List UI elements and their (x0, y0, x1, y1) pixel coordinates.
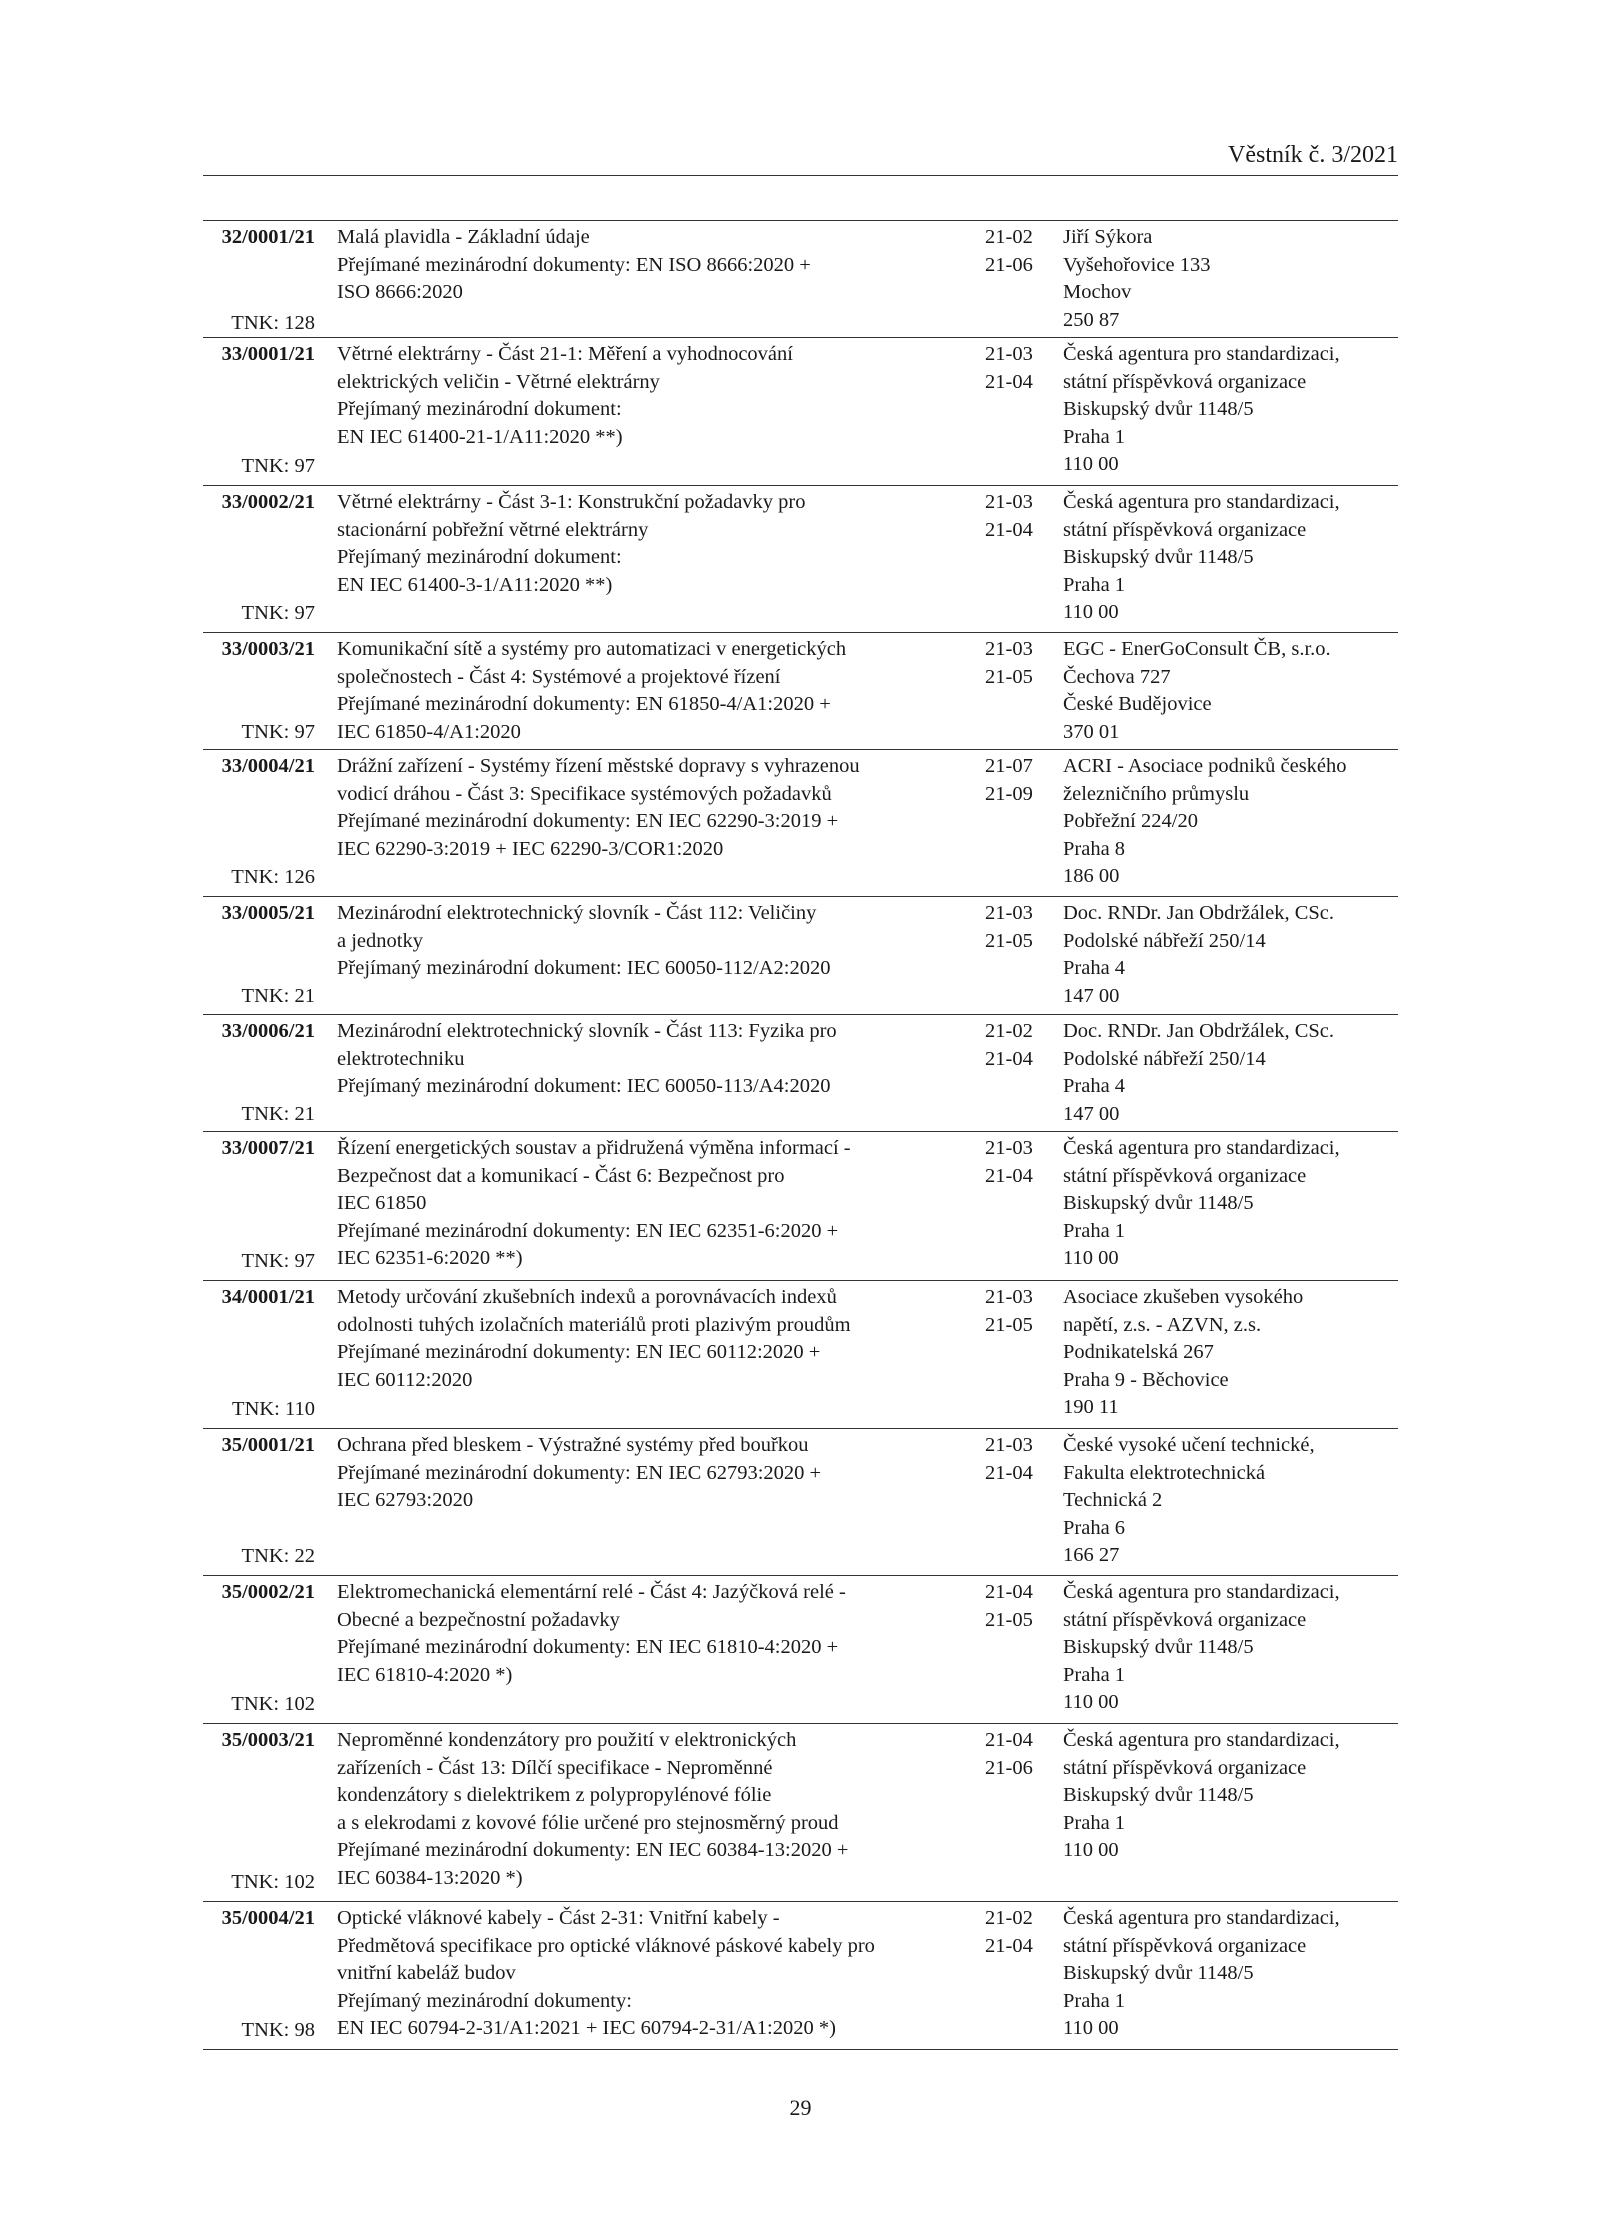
description-line: Elektromechanická elementární relé - Část 4: Jazýčková relé - (337, 1581, 846, 1603)
entries-table (203, 221, 1398, 2050)
date-line: 21-03 (985, 1434, 1033, 1456)
address-line: Praha 1 (1063, 1989, 1126, 2012)
entry-tnk: TNK: 22 (241, 1544, 315, 1567)
description-line: Přejímané mezinárodní dokumenty: EN IEC 62793:2020 + (337, 1461, 822, 1484)
description-line: Přejímané mezinárodní dokumenty: EN IEC 61810-4:2020 + (337, 1636, 839, 1658)
date-line: 21-03 (985, 1137, 1033, 1159)
description-line: EN IEC 61400-21-1/A11:2020 **) (337, 425, 623, 448)
description-line: Větrné elektrárny - Část 3-1: Konstrukční požadavky pro (337, 491, 806, 513)
description-line: IEC 61810-4:2020 *) (337, 1663, 513, 1686)
address-line: Asociace zkušeben vysokého (1063, 1286, 1304, 1308)
entry-id-cell (203, 1905, 326, 2044)
description-line: a s elekrodami z kovové fólie určené pro stejnosměrný proud (337, 1811, 839, 1834)
entry-description (326, 636, 981, 746)
entry-row (203, 338, 1398, 486)
entry-row (203, 1132, 1398, 1281)
address-line: státní příspěvková organizace (1063, 1608, 1307, 1631)
entry-description (326, 341, 981, 480)
address-line: Česká agentura pro standardizaci, (1063, 343, 1340, 365)
address-line: Praha 4 (1063, 957, 1126, 979)
entry-id-cell (203, 1135, 326, 1275)
address-line: Praha 1 (1063, 1811, 1126, 1834)
page-number: 29 (789, 2095, 812, 2120)
address-line: Praha 4 (1063, 1075, 1126, 1097)
address-line: Pobřežní 224/20 (1063, 810, 1198, 832)
address-line: Praha 6 (1063, 1516, 1126, 1539)
date-line: 21-04 (985, 1047, 1033, 1070)
address-line: 186 00 (1063, 865, 1120, 887)
address-line: Česká agentura pro standardizaci, (1063, 1907, 1340, 1929)
description-line: Přejímané mezinárodní dokumenty: EN IEC 62351-6:2020 + (337, 1219, 839, 1242)
description-line: Přejímaný mezinárodní dokument: (337, 398, 622, 420)
address-line: 190 11 (1063, 1396, 1119, 1418)
header-divider (203, 175, 1398, 176)
address-line: 147 00 (1063, 984, 1120, 1007)
entry-number: 33/0005/21 (221, 902, 315, 924)
entry-tnk: TNK: 97 (241, 454, 315, 477)
entry-number: 33/0002/21 (221, 491, 315, 513)
address-line: státní příspěvková organizace (1063, 1164, 1307, 1187)
entry-description (326, 1135, 981, 1275)
address-line: 110 00 (1063, 1691, 1119, 1713)
entry-id-cell (203, 1579, 326, 1718)
description-line: Optické vláknové kabely - Část 2-31: Vnitřní kabely - (337, 1907, 780, 1929)
date-line: 21-03 (985, 638, 1033, 660)
description-line: Mezinárodní elektrotechnický slovník - Část 112: Veličiny (337, 902, 817, 924)
description-line: Přejímaný mezinárodní dokument: IEC 60050-112/A2:2020 (337, 957, 831, 979)
description-line: Přejímané mezinárodní dokumenty: EN IEC 60384-13:2020 + (337, 1839, 849, 1861)
address-line: 250 87 (1063, 308, 1120, 331)
description-line: Přejímaný mezinárodní dokument: IEC 60050-113/A4:2020 (337, 1075, 831, 1097)
entry-number: 33/0003/21 (221, 638, 315, 660)
address-line: Česká agentura pro standardizaci, (1063, 491, 1340, 513)
date-line: 21-02 (985, 1907, 1033, 1929)
entry-number: 35/0002/21 (221, 1581, 315, 1603)
address-line: Doc. RNDr. Jan Obdržálek, CSc. (1063, 902, 1335, 924)
address-line: Podolské nábřeží 250/14 (1063, 1047, 1266, 1070)
address-line: České vysoké učení technické, (1063, 1434, 1315, 1456)
entry-description (326, 900, 981, 1010)
date-line: 21-04 (985, 1581, 1033, 1603)
entry-id-cell (203, 224, 326, 334)
address-line: Technická 2 (1063, 1489, 1163, 1511)
entry-row (203, 1724, 1398, 1902)
entry-id-cell (203, 753, 326, 891)
entry-tnk: TNK: 126 (231, 865, 315, 888)
entry-address (1063, 489, 1398, 627)
description-line: Obecné a bezpečnostní požadavky (337, 1608, 620, 1631)
entry-address (1063, 1579, 1398, 1718)
address-line: Fakulta elektrotechnická (1063, 1461, 1266, 1484)
entry-dates (981, 1432, 1063, 1570)
entry-tnk: TNK: 110 (232, 1397, 315, 1420)
address-line: Biskupský dvůr 1148/5 (1063, 398, 1254, 420)
description-line: Bezpečnost dat a komunikací - Část 6: Bezpečnost pro (337, 1164, 785, 1187)
entry-dates (981, 1727, 1063, 1896)
entry-tnk: TNK: 102 (231, 1692, 315, 1715)
entry-row (203, 1902, 1398, 2050)
description-line: Metody určování zkušebních indexů a porovnávacích indexů (337, 1286, 837, 1308)
date-line: 21-09 (985, 782, 1033, 805)
description-line: Řízení energetických soustav a přidružená výměna informací - (337, 1137, 851, 1159)
entry-description (326, 1905, 981, 2044)
entry-row (203, 486, 1398, 633)
description-line: EN IEC 61400-3-1/A11:2020 **) (337, 573, 613, 596)
date-line: 21-04 (985, 370, 1033, 393)
entry-tnk: TNK: 21 (241, 1102, 315, 1125)
date-line: 21-03 (985, 902, 1033, 924)
entry-description (326, 1432, 981, 1570)
entry-tnk: TNK: 98 (241, 2018, 315, 2041)
date-line: 21-04 (985, 1934, 1033, 1957)
description-line: Neproměnné kondenzátory pro použití v elektronických (337, 1729, 797, 1751)
entry-description (326, 1018, 981, 1128)
entry-dates (981, 1905, 1063, 2044)
entry-number: 35/0003/21 (221, 1729, 315, 1751)
date-line: 21-03 (985, 491, 1033, 513)
date-line: 21-05 (985, 665, 1033, 688)
entry-id-cell (203, 489, 326, 627)
description-line: IEC 62290-3:2019 + IEC 62290-3/COR1:2020 (337, 837, 724, 860)
address-line: Praha 1 (1063, 1219, 1126, 1242)
address-line: Česká agentura pro standardizaci, (1063, 1137, 1340, 1159)
entry-description (326, 489, 981, 627)
address-line: 110 00 (1063, 601, 1119, 623)
address-line: Podolské nábřeží 250/14 (1063, 929, 1266, 952)
entry-address (1063, 1135, 1398, 1275)
date-line: 21-04 (985, 1461, 1033, 1484)
description-line: Přejímané mezinárodní dokumenty: EN IEC 62290-3:2019 + (337, 810, 839, 832)
entry-description (326, 224, 981, 334)
entry-dates (981, 1018, 1063, 1128)
address-line: Podnikatelská 267 (1063, 1341, 1214, 1363)
description-line: EN IEC 60794-2-31/A1:2021 + IEC 60794-2-31/A1:2020 *) (337, 2017, 836, 2039)
address-line: napětí, z.s. - AZVN, z.s. (1063, 1313, 1262, 1336)
entry-tnk: TNK: 102 (231, 1870, 315, 1893)
entry-id-cell (203, 1432, 326, 1570)
entry-number: 35/0004/21 (221, 1907, 315, 1929)
entry-dates (981, 1284, 1063, 1423)
entry-description (326, 1284, 981, 1423)
description-line: IEC 61850 (337, 1192, 427, 1214)
entry-tnk: TNK: 97 (241, 601, 315, 624)
entry-id-cell (203, 636, 326, 746)
entry-id-cell (203, 900, 326, 1010)
entry-id-cell (203, 1018, 326, 1128)
address-line: 110 00 (1063, 453, 1119, 475)
address-line: Čechova 727 (1063, 665, 1171, 688)
entry-number: 33/0004/21 (221, 755, 315, 777)
address-line: Biskupský dvůr 1148/5 (1063, 1962, 1254, 1984)
address-line: Praha 8 (1063, 837, 1126, 860)
entry-address (1063, 1284, 1398, 1423)
entry-dates (981, 1135, 1063, 1275)
date-line: 21-06 (985, 253, 1033, 276)
description-line: Předmětová specifikace pro optické vláknové páskové kabely pro (337, 1934, 875, 1957)
description-line: IEC 62793:2020 (337, 1489, 474, 1511)
entry-row (203, 1429, 1398, 1576)
description-line: Přejímaný mezinárodní dokument: (337, 546, 622, 568)
address-line: Jiří Sýkora (1063, 226, 1153, 248)
entry-number: 33/0001/21 (221, 343, 315, 365)
entry-address (1063, 636, 1398, 746)
description-line: IEC 60384-13:2020 *) (337, 1866, 523, 1889)
entry-dates (981, 900, 1063, 1010)
address-line: 370 01 (1063, 720, 1120, 743)
date-line: 21-05 (985, 1608, 1033, 1631)
address-line: státní příspěvková organizace (1063, 1934, 1307, 1957)
entry-row (203, 750, 1398, 897)
description-line: společnostech - Část 4: Systémové a projektové řízení (337, 665, 781, 688)
address-line: státní příspěvková organizace (1063, 1756, 1307, 1779)
entry-row (203, 1576, 1398, 1724)
entry-id-cell (203, 1284, 326, 1423)
address-line: EGC - EnerGoConsult ČB, s.r.o. (1063, 638, 1331, 660)
description-line: Větrné elektrárny - Část 21-1: Měření a vyhodnocování (337, 343, 793, 365)
entry-address (1063, 341, 1398, 480)
date-line: 21-05 (985, 1313, 1033, 1336)
address-line: Biskupský dvůr 1148/5 (1063, 546, 1254, 568)
description-line: Přejímané mezinárodní dokumenty: EN IEC 60112:2020 + (337, 1341, 821, 1363)
address-line: Biskupský dvůr 1148/5 (1063, 1636, 1254, 1658)
description-line: IEC 61850-4/A1:2020 (337, 720, 521, 743)
address-line: Česká agentura pro standardizaci, (1063, 1729, 1340, 1751)
description-line: vnitřní kabeláž budov (337, 1962, 516, 1984)
entry-dates (981, 489, 1063, 627)
entry-tnk: TNK: 97 (241, 720, 315, 743)
address-line: Česká agentura pro standardizaci, (1063, 1581, 1340, 1603)
entry-number: 35/0001/21 (221, 1434, 315, 1456)
description-line: elektrotechniku (337, 1047, 465, 1070)
description-line: ISO 8666:2020 (337, 281, 463, 303)
entry-description (326, 753, 981, 891)
entry-row (203, 221, 1398, 338)
description-line: Mezinárodní elektrotechnický slovník - Část 113: Fyzika pro (337, 1020, 837, 1042)
description-line: elektrických veličin - Větrné elektrárny (337, 370, 660, 393)
entry-dates (981, 1579, 1063, 1718)
address-line: Praha 1 (1063, 1663, 1126, 1686)
entry-dates (981, 224, 1063, 334)
entry-address (1063, 1905, 1398, 2044)
date-line: 21-05 (985, 929, 1033, 952)
description-line: kondenzátory s dielektrikem z polypropylénové fólie (337, 1784, 772, 1806)
description-line: Malá plavidla - Základní údaje (337, 226, 590, 248)
date-line: 21-04 (985, 518, 1033, 541)
entry-dates (981, 341, 1063, 480)
date-line: 21-04 (985, 1729, 1033, 1751)
entry-tnk: TNK: 97 (241, 1249, 315, 1272)
page-header: Věstník č. 3/2021 (1228, 142, 1398, 168)
address-line: státní příspěvková organizace (1063, 370, 1307, 393)
date-line: 21-02 (985, 226, 1033, 248)
entry-number: 34/0001/21 (221, 1286, 315, 1308)
description-line: a jednotky (337, 929, 423, 952)
description-line: stacionární pobřežní větrné elektrárny (337, 518, 649, 541)
address-line: ACRI - Asociace podniků českého (1063, 755, 1347, 777)
entry-address (1063, 1018, 1398, 1128)
description-line: IEC 62351-6:2020 **) (337, 1247, 523, 1269)
entry-id-cell (203, 1727, 326, 1896)
address-line: 147 00 (1063, 1102, 1120, 1125)
entry-row (203, 1015, 1398, 1132)
entry-row (203, 897, 1398, 1015)
entry-address (1063, 753, 1398, 891)
description-line: Drážní zařízení - Systémy řízení městské dopravy s vyhrazenou (337, 755, 860, 777)
description-line: IEC 60112:2020 (337, 1368, 473, 1391)
address-line: Praha 9 - Běchovice (1063, 1368, 1229, 1391)
entry-number: 33/0007/21 (221, 1137, 315, 1159)
address-line: Praha 1 (1063, 573, 1126, 596)
entry-tnk: TNK: 128 (231, 311, 315, 334)
date-line: 21-03 (985, 1286, 1033, 1308)
address-line: České Budějovice (1063, 693, 1212, 715)
date-line: 21-03 (985, 343, 1033, 365)
entry-address (1063, 224, 1398, 334)
entry-row (203, 1281, 1398, 1429)
address-line: Doc. RNDr. Jan Obdržálek, CSc. (1063, 1020, 1335, 1042)
entry-number: 33/0006/21 (221, 1020, 315, 1042)
date-line: 21-06 (985, 1756, 1033, 1779)
description-line: odolnosti tuhých izolačních materiálů proti plazivým proudům (337, 1313, 851, 1336)
address-line: 166 27 (1063, 1544, 1120, 1566)
entry-address (1063, 1727, 1398, 1896)
address-line: 110 00 (1063, 2017, 1119, 2039)
address-line: Vyšehořovice 133 (1063, 253, 1211, 276)
address-line: 110 00 (1063, 1247, 1119, 1269)
entry-address (1063, 900, 1398, 1010)
entry-id-cell (203, 341, 326, 480)
address-line: Mochov (1063, 281, 1132, 303)
description-line: Komunikační sítě a systémy pro automatizaci v energetických (337, 638, 847, 660)
date-line: 21-02 (985, 1020, 1033, 1042)
address-line: železničního průmyslu (1063, 782, 1250, 805)
description-line: Ochrana před bleskem - Výstražné systémy před bouřkou (337, 1434, 809, 1456)
entry-description (326, 1727, 981, 1896)
entry-description (326, 1579, 981, 1718)
entry-address (1063, 1432, 1398, 1570)
description-line: vodicí dráhou - Část 3: Specifikace systémových požadavků (337, 782, 832, 805)
address-line: Biskupský dvůr 1148/5 (1063, 1784, 1254, 1806)
entry-dates (981, 636, 1063, 746)
address-line: Biskupský dvůr 1148/5 (1063, 1192, 1254, 1214)
date-line: 21-04 (985, 1164, 1033, 1187)
description-line: Přejímané mezinárodní dokumenty: EN 61850-4/A1:2020 + (337, 693, 831, 715)
entry-dates (981, 753, 1063, 891)
address-line: státní příspěvková organizace (1063, 518, 1307, 541)
entry-tnk: TNK: 21 (241, 984, 315, 1007)
description-line: Přejímaný mezinárodní dokumenty: (337, 1989, 632, 2012)
address-line: Praha 1 (1063, 425, 1126, 448)
description-line: Přejímané mezinárodní dokumenty: EN ISO 8666:2020 + (337, 253, 811, 276)
description-line: zařízeních - Část 13: Dílčí specifikace - Neproměnné (337, 1756, 773, 1779)
entry-row (203, 633, 1398, 750)
entry-number: 32/0001/21 (221, 226, 315, 248)
date-line: 21-07 (985, 755, 1033, 777)
address-line: 110 00 (1063, 1839, 1119, 1861)
